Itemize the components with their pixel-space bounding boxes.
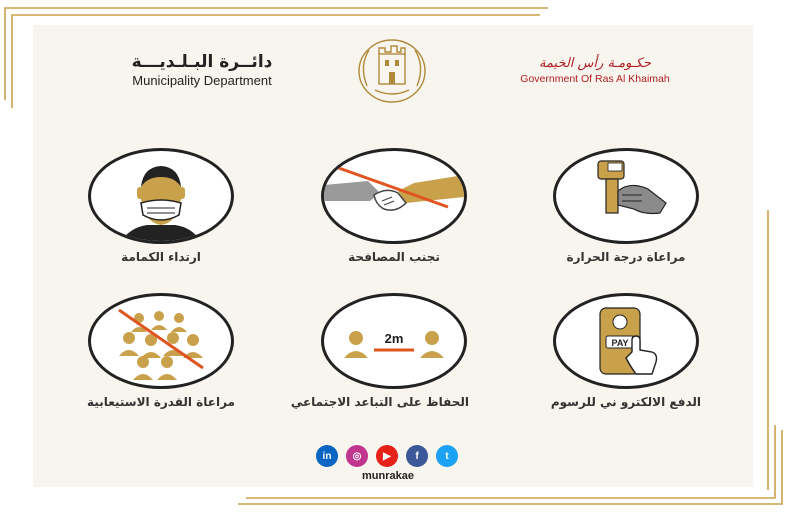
crowd-icon [91,296,231,386]
thermometer-gun-icon [556,151,696,241]
mask-face-icon [91,151,231,241]
tile-capacity [86,293,236,409]
tile-avoid-handshake [319,148,469,264]
government-header [500,56,690,85]
linkedin-icon[interactable]: in [316,445,338,467]
municipality-name-en: Municipality Department [132,73,272,88]
tile-label: الدفع الالكترو ني للرسوم [550,395,701,409]
tile-e-payment [551,293,701,409]
municipality-header [112,52,292,88]
phone-pay-icon [556,296,696,386]
municipality-name-ar: دائــرة البـلـديـــة [131,52,273,72]
twitter-icon[interactable]: t [436,445,458,467]
pay-text: PAY [611,338,629,348]
government-name-en: Government Of Ras Al Khaimah [520,73,670,85]
emblem-logo [355,36,429,106]
tile-label: ارتداء الكمامة [121,250,201,264]
tile-wear-mask [86,148,236,264]
instagram-icon[interactable]: ◎ [346,445,368,467]
social-handle: munrakae [362,470,414,482]
tile-label: الحفاظ على التباعد الاجتماعي [290,395,469,409]
government-name-ar: حكـومـة رأس الخيمة [539,56,651,71]
tile-social-distance [290,293,469,409]
tile-label: مراعاة القدرة الاستيعابية [87,395,235,409]
tile-temperature [551,148,701,264]
youtube-icon[interactable]: ▶ [376,445,398,467]
distance-icon [324,296,464,386]
social-links [313,445,463,469]
tile-label: مراعاة درجة الحرارة [566,250,686,264]
tile-label: تجنب المصافحة [348,250,440,264]
handshake-icon [324,151,464,241]
distance-text: 2m [384,331,404,346]
facebook-icon[interactable]: f [406,445,428,467]
